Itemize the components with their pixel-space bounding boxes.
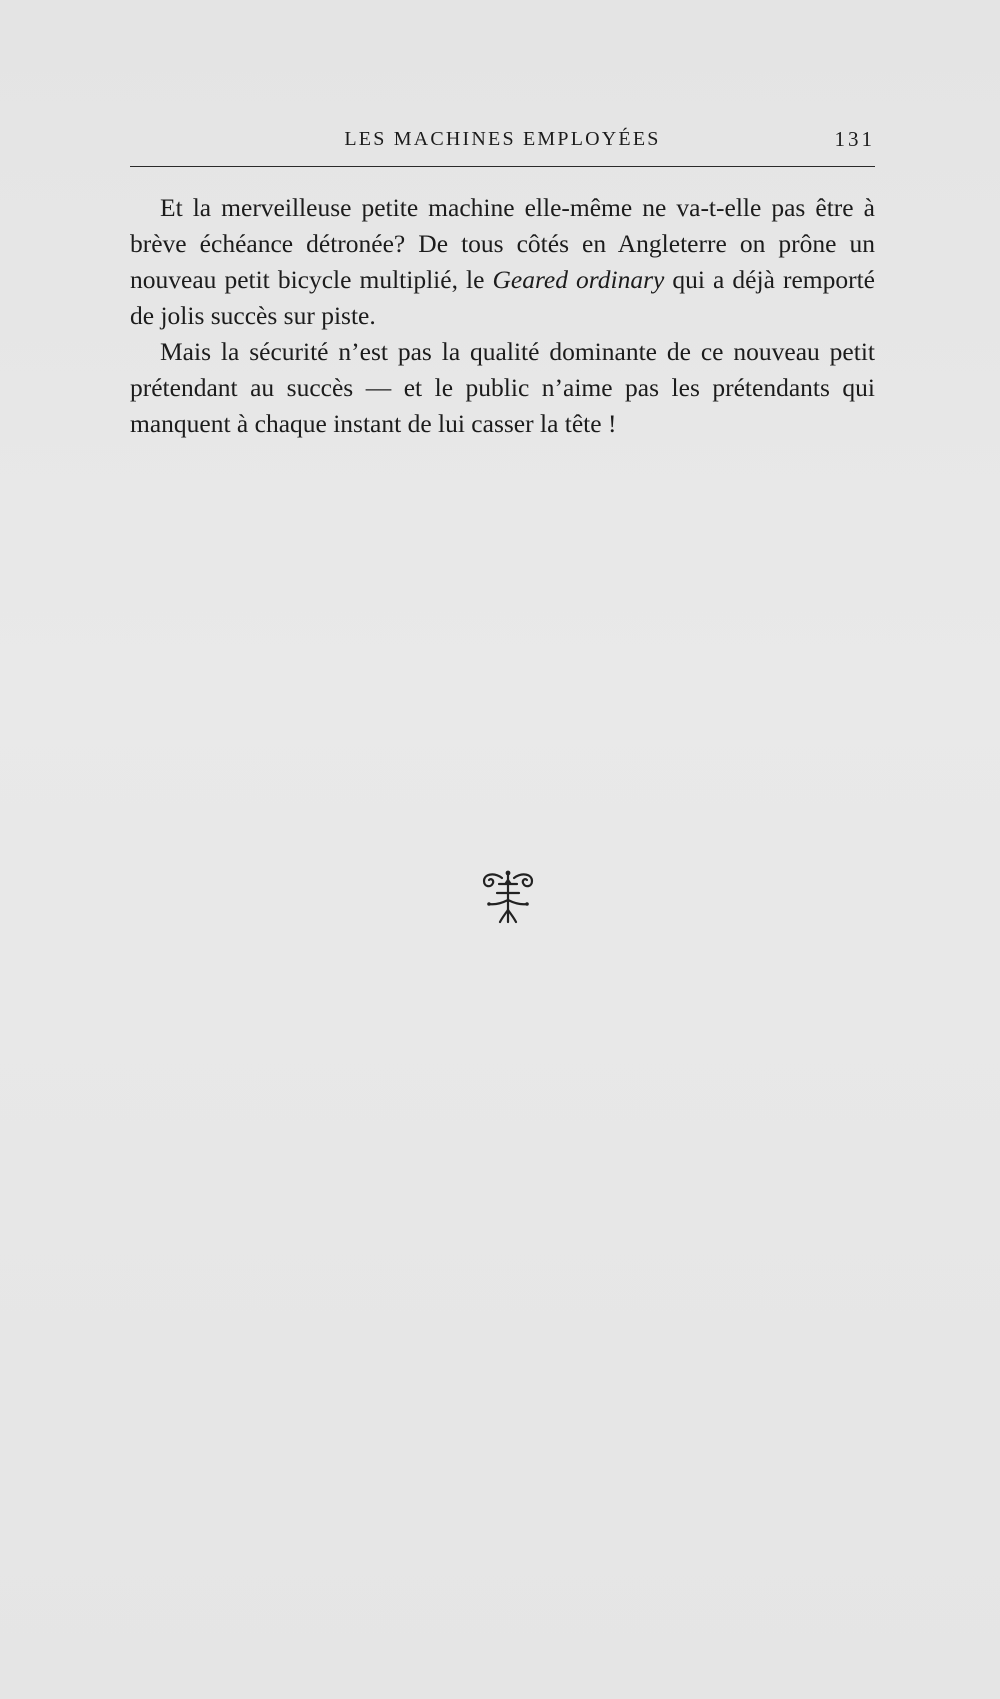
page-number: 131 bbox=[834, 127, 875, 151]
paragraph-1-text-end: qui a déjà remporté de jolis succès sur piste. bbox=[130, 265, 875, 330]
running-title: LES MACHINES EMPLOYÉES bbox=[344, 128, 661, 150]
page-header bbox=[130, 124, 875, 160]
body-text bbox=[130, 190, 875, 442]
paragraph-2: Mais la sécurité n’est pas la qualité dominante de ce nouveau petit prétendant au succès — et le public n’aime pas les prétendants qui manquent à chaque instant de lui casser la tête ! bbox=[130, 337, 875, 438]
italic-term: Geared ordinary bbox=[492, 265, 665, 294]
fleuron-ornament-icon bbox=[478, 870, 538, 928]
paragraph-1 bbox=[130, 190, 875, 334]
header-rule bbox=[130, 166, 875, 167]
paragraph-1-text-start: Et la merveilleuse petite machine elle-même ne va-t-elle pas être à brève échéance détronée? De tous côtés en Angleterre on prône un nouveau petit bicycle multiplié, le bbox=[130, 193, 875, 294]
